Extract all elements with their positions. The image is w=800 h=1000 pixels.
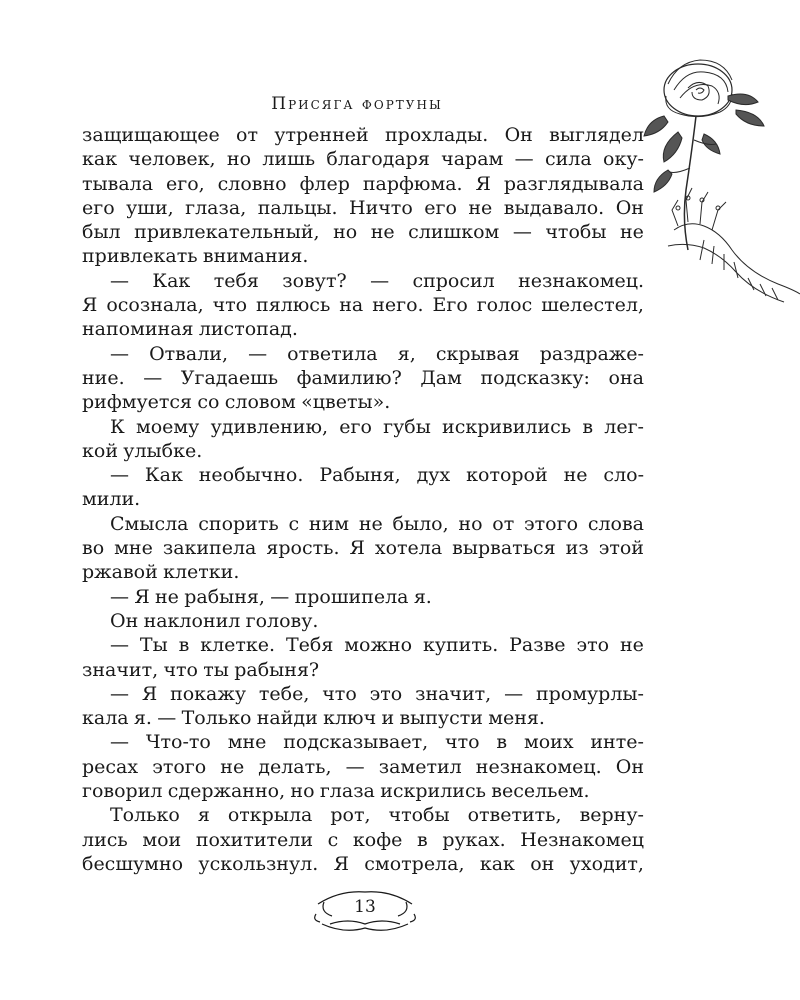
text-line: ние. — Угадаешь фамилию? Дам подсказку: она	[82, 366, 644, 389]
text-line: бесшумно ускользнул. Я смотрела, как он уходит,	[82, 852, 644, 875]
text-line: был привлекательный, но не слишком — чтобы не	[82, 221, 644, 244]
text-line: защищающее от утренней прохлады. Он выглядел	[82, 124, 644, 146]
page-number: 13	[354, 897, 376, 917]
text-line: во мне закипела ярость. Я хотела вырваться из этой	[82, 537, 644, 560]
text-line: его уши, глаза, пальцы. Ничто его не выдавало. Он	[82, 196, 644, 219]
text-line: — Отвали, — ответила я, скрывая раздраже-	[110, 342, 644, 365]
text-line: — Я покажу тебе, что это значит, — промурлы-	[110, 682, 644, 705]
text-line: — Как тебя зовут? — спросил незнакомец.	[110, 269, 644, 292]
text-line: лись мои похитители с кофе в руках. Незнакомец	[82, 828, 644, 851]
text-line: Только я открыла рот, чтобы ответить, верну-	[110, 804, 644, 827]
body-text	[82, 123, 644, 876]
text-line: — Что-то мне подсказывает, что в моих инте-	[110, 731, 644, 754]
text-line: — Как необычно. Рабыня, дух которой не сло-	[110, 464, 644, 487]
text-line: тывала его, словно флер парфюма. Я разглядывала	[82, 172, 644, 195]
text-line: Я осознала, что пялюсь на него. Его голос шелестел,	[82, 294, 644, 317]
text-line: рифмуется со словом «цветы».	[82, 391, 391, 414]
text-line: мили.	[82, 488, 141, 511]
text-line: говорил сдержанно, но глаза искрились весельем.	[82, 780, 590, 803]
text-line: кой улыбке.	[82, 439, 203, 462]
text-line: ресах этого не делать, — заметил незнакомец. Он	[82, 755, 644, 778]
text-line: привлекать внимания.	[82, 245, 309, 268]
text-line: как человек, но лишь благодаря чарам — сила оку-	[82, 148, 644, 171]
text-line: — Я не рабыня, — прошипела я.	[110, 585, 432, 608]
text-line: Он наклонил голову.	[110, 609, 319, 632]
running-head: Присяга фортуны	[271, 94, 443, 114]
text-line: напоминая листопад.	[82, 318, 298, 341]
text-line: Смысла спорить с ним не было, но от этого слова	[110, 512, 644, 535]
text-line: — Ты в клетке. Тебя можно купить. Разве это не	[110, 634, 644, 657]
text-line: К моему удивлению, его губы искривились в лег-	[110, 415, 644, 438]
text-line: кала я. — Только найди ключ и выпусти меня.	[82, 707, 545, 730]
text-line: значит, что ты рабыня?	[82, 658, 320, 681]
text-line: ржавой клетки.	[82, 561, 240, 584]
